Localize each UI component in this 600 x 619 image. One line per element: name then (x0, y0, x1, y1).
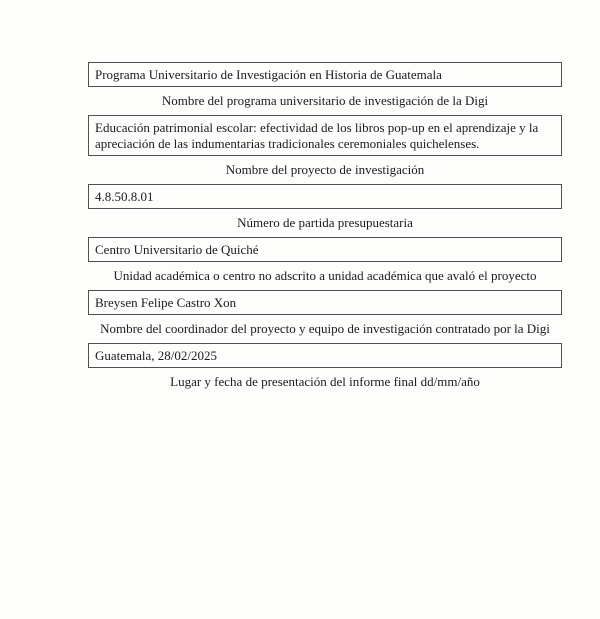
academic-unit-label: Unidad académica o centro no adscrito a unidad académica que avaló el proyecto (113, 268, 537, 283)
budget-number-label: Número de partida presupuestaria (237, 215, 413, 230)
project-name-label: Nombre del proyecto de investigación (225, 162, 425, 177)
project-name-field[interactable]: Educación patrimonial escolar: efectividad de los libros pop-up en el aprendizaje y la apreciación de las indumentarias tradicionales ceremoniales quichelenses. (88, 115, 562, 156)
field-group-academic-unit (88, 237, 562, 284)
coordinator-name-field[interactable]: Breysen Felipe Castro Xon (88, 290, 562, 315)
field-group-program (88, 62, 562, 109)
field-group-coordinator (88, 290, 562, 337)
place-date-label: Lugar y fecha de presentación del informe final dd/mm/año (170, 374, 480, 389)
program-name-label: Nombre del programa universitario de investigación de la Digi (161, 93, 489, 108)
field-group-place-date (88, 343, 562, 390)
form-page (88, 62, 562, 396)
field-group-budget (88, 184, 562, 231)
academic-unit-field[interactable]: Centro Universitario de Quiché (88, 237, 562, 262)
place-date-field[interactable]: Guatemala, 28/02/2025 (88, 343, 562, 368)
field-group-project (88, 115, 562, 178)
budget-number-field[interactable]: 4.8.50.8.01 (88, 184, 562, 209)
coordinator-name-label: Nombre del coordinador del proyecto y equipo de investigación contratado por la Digi (100, 321, 550, 336)
program-name-field[interactable]: Programa Universitario de Investigación en Historia de Guatemala (88, 62, 562, 87)
